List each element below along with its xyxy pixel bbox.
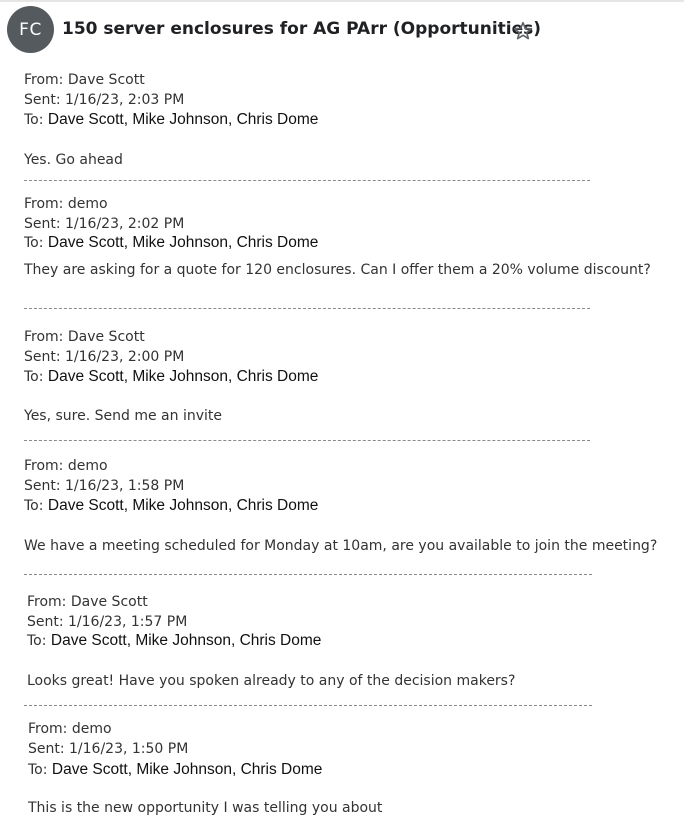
message-recipients: Dave Scott, Mike Johnson, Chris Dome <box>51 761 323 778</box>
message-separator <box>24 705 592 707</box>
message-to <box>27 632 321 650</box>
message-to <box>24 368 318 386</box>
to-label: To: <box>24 498 48 514</box>
email-subject: 150 server enclosures for AG PArr (Opportunities) <box>62 19 542 39</box>
message-recipients: Dave Scott, Mike Johnson, Chris Dome <box>47 368 319 385</box>
message-to <box>24 111 318 129</box>
to-label: To: <box>27 633 51 649</box>
message-sent: Sent: 1/16/23, 1:58 PM <box>24 478 185 494</box>
to-label: To: <box>24 369 48 385</box>
sender-avatar: FC <box>7 6 54 53</box>
message-from: From: Dave Scott <box>24 329 145 345</box>
message-recipients: Dave Scott, Mike Johnson, Chris Dome <box>47 111 319 128</box>
message-from: From: demo <box>24 458 108 474</box>
message-sent: Sent: 1/16/23, 1:50 PM <box>28 741 189 757</box>
message-recipients: Dave Scott, Mike Johnson, Chris Dome <box>47 497 319 514</box>
message-from: From: demo <box>24 196 108 212</box>
star-icon[interactable] <box>512 20 534 42</box>
message-from: From: Dave Scott <box>27 594 148 610</box>
message-body: Yes. Go ahead <box>24 152 123 168</box>
message-separator <box>24 308 590 310</box>
to-label: To: <box>28 762 52 778</box>
message-recipients: Dave Scott, Mike Johnson, Chris Dome <box>50 632 322 649</box>
message-separator <box>24 180 590 182</box>
message-separator <box>24 574 592 576</box>
message-body: Yes, sure. Send me an invite <box>24 408 222 424</box>
message-from: From: Dave Scott <box>24 72 145 88</box>
message-to <box>28 761 322 779</box>
email-header <box>0 0 684 64</box>
message-to <box>24 497 318 515</box>
message-body: This is the new opportunity I was telling you about <box>28 800 383 816</box>
to-label: To: <box>24 235 48 251</box>
message-separator <box>24 440 590 442</box>
message-sent: Sent: 1/16/23, 2:00 PM <box>24 349 185 365</box>
message-recipients: Dave Scott, Mike Johnson, Chris Dome <box>47 234 319 251</box>
message-body: They are asking for a quote for 120 enclosures. Can I offer them a 20% volume discount? <box>24 262 651 278</box>
message-to <box>24 234 318 252</box>
message-from: From: demo <box>28 721 112 737</box>
message-sent: Sent: 1/16/23, 1:57 PM <box>27 614 188 630</box>
message-sent: Sent: 1/16/23, 2:02 PM <box>24 216 185 232</box>
to-label: To: <box>24 112 48 128</box>
message-body: Looks great! Have you spoken already to any of the decision makers? <box>27 673 516 689</box>
message-sent: Sent: 1/16/23, 2:03 PM <box>24 92 185 108</box>
message-body: We have a meeting scheduled for Monday at 10am, are you available to join the meeting? <box>24 538 658 554</box>
